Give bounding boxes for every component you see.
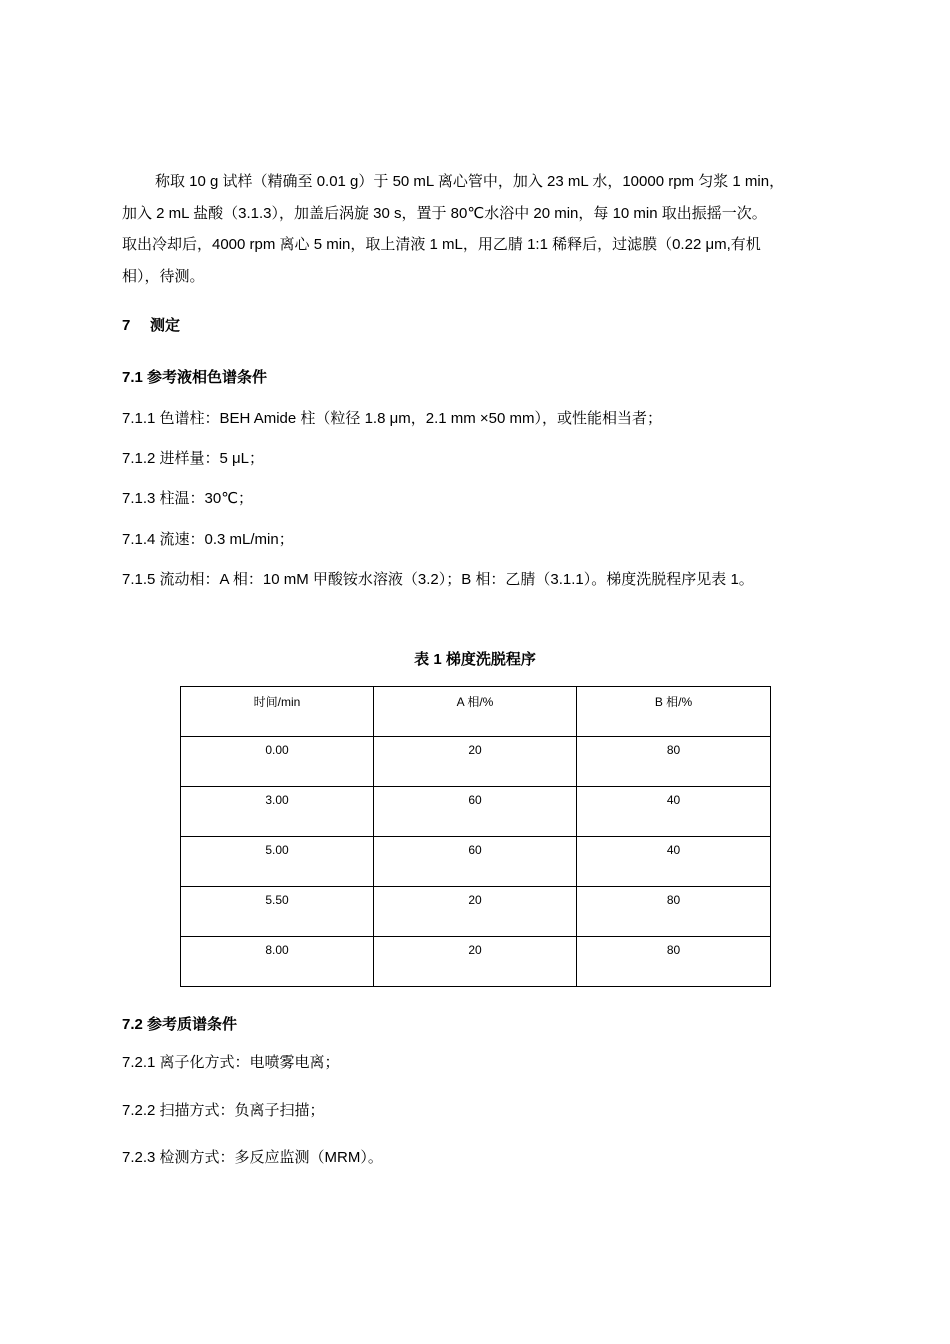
table-cell: 40 xyxy=(577,837,771,887)
paragraph-line: 取出冷却后，4000 rpm 离心 5 min，取上清液 1 mL，用乙腈 1:1 稀释后，过滤膜（0.22 μm,有机 xyxy=(122,236,761,253)
section-number: 7 xyxy=(122,317,131,334)
sample-prep-paragraph xyxy=(122,166,822,292)
table-cell: 20 xyxy=(374,737,577,787)
injection-volume-item: 7.1.2 进样量：5 μL； xyxy=(122,450,265,467)
table-header-cell: 时间/min xyxy=(181,687,374,737)
section-title: 测定 xyxy=(150,317,181,334)
mobile-phase-item: 7.1.5 流动相：A 相：10 mM 甲酸铵水溶液（3.2）；B 相：乙腈（3.1.1）。梯度洗脱程序见表 1。 xyxy=(122,571,754,588)
table-cell: 20 xyxy=(374,937,577,987)
table-caption: 表 1 梯度洗脱程序 xyxy=(414,651,536,668)
table-cell: 80 xyxy=(577,887,771,937)
table-cell: 20 xyxy=(374,887,577,937)
ionization-item: 7.2.1 离子化方式：电喷雾电离； xyxy=(122,1054,340,1071)
table-cell: 80 xyxy=(577,737,771,787)
section-7-1-heading: 7.1 参考液相色谱条件 xyxy=(122,369,268,386)
table-cell: 5.50 xyxy=(181,887,374,937)
table-cell: 3.00 xyxy=(181,787,374,837)
table-cell: 0.00 xyxy=(181,737,374,787)
table-cell: 5.00 xyxy=(181,837,374,887)
column-temp-item: 7.1.3 柱温：30℃； xyxy=(122,490,254,507)
table-row xyxy=(181,837,771,887)
table-cell: 60 xyxy=(374,837,577,887)
table-cell: 60 xyxy=(374,787,577,837)
lc-column-item: 7.1.1 色谱柱：BEH Amide 柱（粒径 1.8 μm，2.1 mm ×50 mm），或性能相当者； xyxy=(122,410,663,427)
paragraph-line: 加入 2 mL 盐酸（3.1.3），加盖后涡旋 30 s，置于 80℃水浴中 20 min，每 10 min 取出振摇一次。 xyxy=(122,204,767,222)
table-cell: 40 xyxy=(577,787,771,837)
table-header-row xyxy=(181,687,771,737)
table-row xyxy=(181,787,771,837)
table-header-cell: A 相/% xyxy=(374,687,577,737)
section-7-2-heading: 7.2 参考质谱条件 xyxy=(122,1016,238,1033)
table-cell: 8.00 xyxy=(181,937,374,987)
table-cell: 80 xyxy=(577,937,771,987)
flow-rate-item: 7.1.4 流速：0.3 mL/min； xyxy=(122,531,294,548)
paragraph-line: 相），待测。 xyxy=(122,267,205,285)
table-row xyxy=(181,737,771,787)
scan-mode-item: 7.2.2 扫描方式：负离子扫描； xyxy=(122,1102,325,1119)
gradient-table xyxy=(180,686,771,987)
paragraph-line: 称取 10 g 试样（精确至 0.01 g）于 50 mL 离心管中，加入 23 mL 水，10000 rpm 匀浆 1 min， xyxy=(155,173,785,190)
section-7-heading xyxy=(122,314,180,335)
table-row xyxy=(181,887,771,937)
table-row xyxy=(181,937,771,987)
detection-mode-item: 7.2.3 检测方式：多反应监测（MRM）。 xyxy=(122,1149,383,1166)
table-header-cell: B 相/% xyxy=(577,687,771,737)
